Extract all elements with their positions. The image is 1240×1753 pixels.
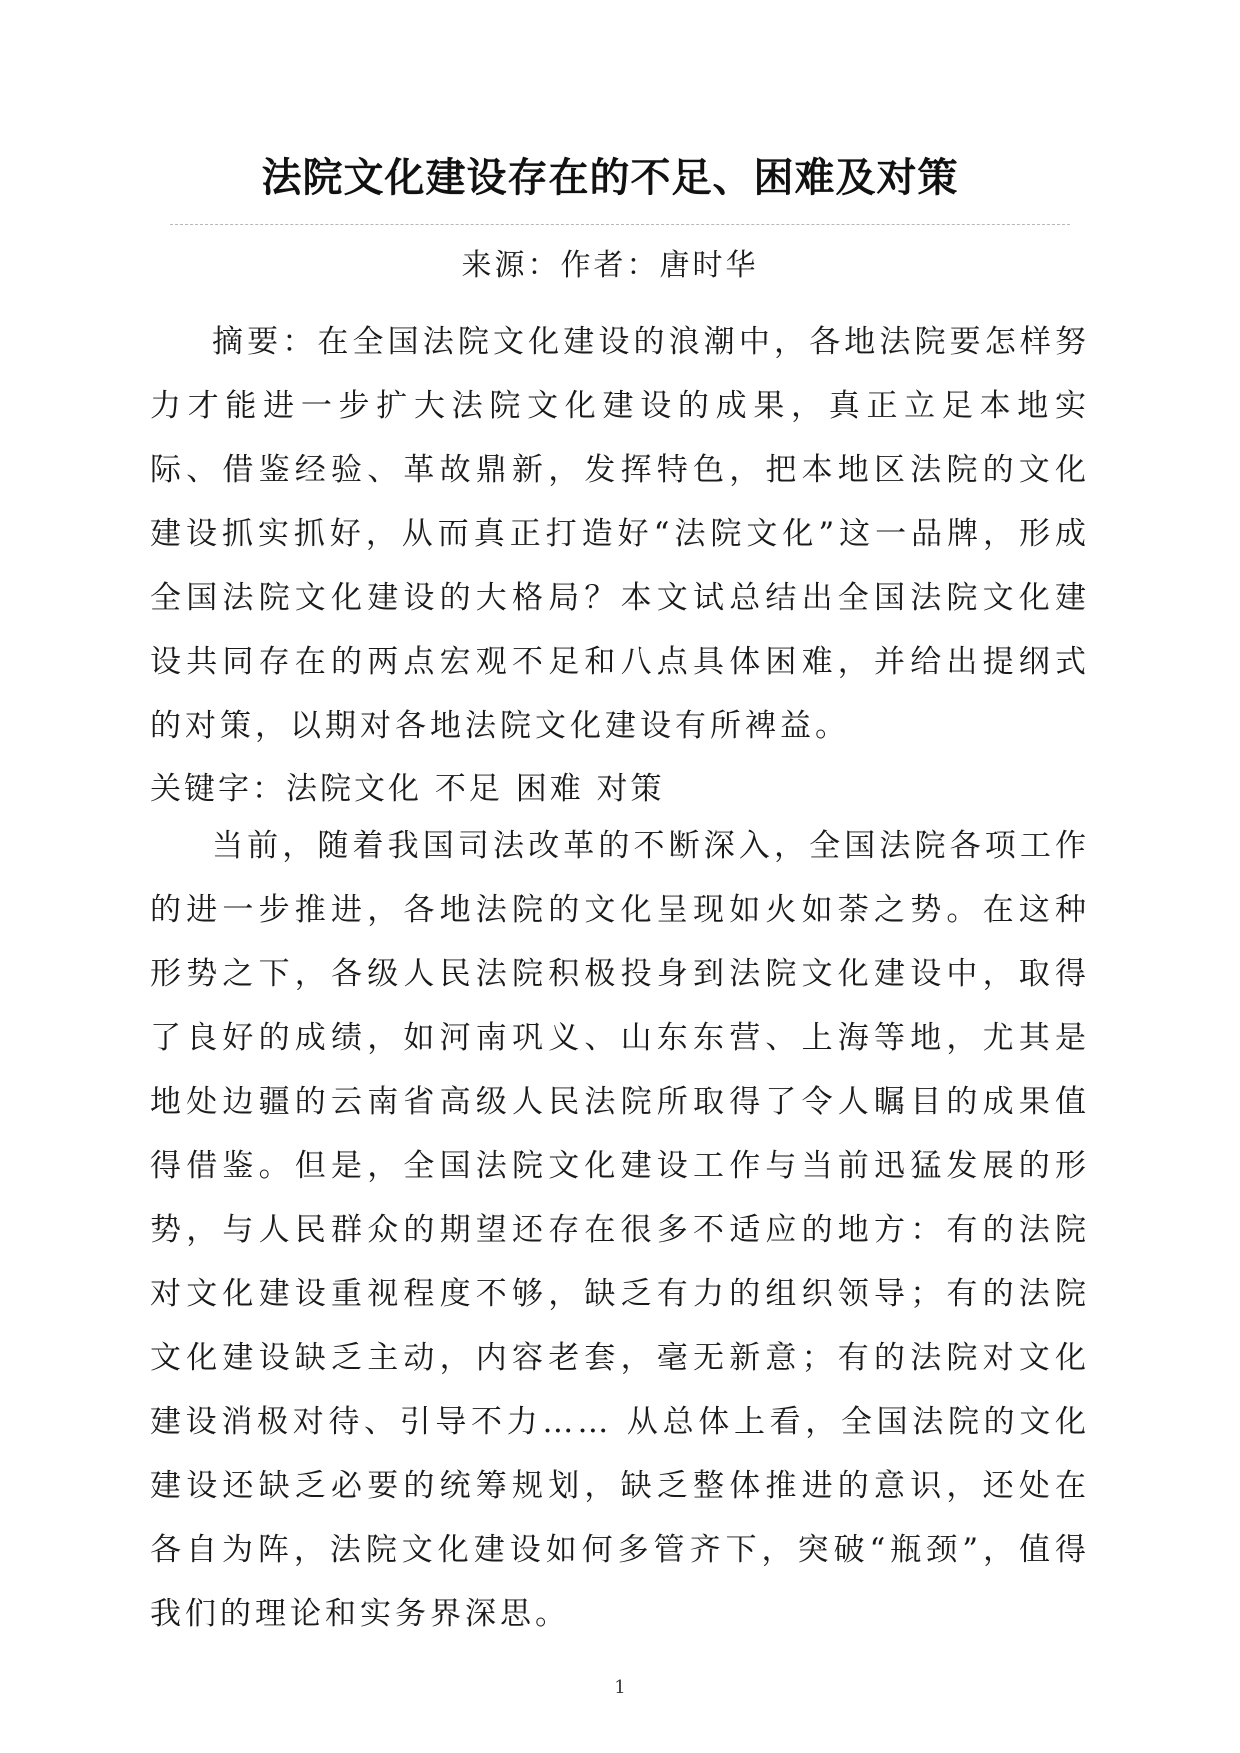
abstract-paragraph: 摘要：在全国法院文化建设的浪潮中，各地法院要怎样努力才能进一步扩大法院文化建设的成果，真正立足本地实际、借鉴经验、革故鼎新，发挥特色，把本地区法院的文化建设抓实抓好，从而真正打造好“法院文化”这一品牌，形成全国法院文化建设的大格局？本文试总结出全国法院文化建设共同存在的两点宏观不足和八点具体困难，并给出提纲式的对策，以期对各地法院文化建设有所裨益。 [150, 324, 1090, 744]
abstract-section [150, 310, 1090, 758]
document-title: 法院文化建设存在的不足、困难及对策 [261, 154, 959, 201]
source-author-line: 来源：作者：唐时华 [461, 248, 759, 283]
body-section [150, 814, 1090, 1646]
page-number: 1 [614, 1677, 626, 1698]
keywords-line: 关键字：法院文化 不足 困难 对策 [150, 771, 665, 807]
title-divider [170, 224, 1070, 225]
body-paragraph: 当前，随着我国司法改革的不断深入，全国法院各项工作的进一步推进，各地法院的文化呈现如火如荼之势。在这种形势之下，各级人民法院积极投身到法院文化建设中，取得了良好的成绩，如河南巩义、山东东营、上海等地，尤其是地处边疆的云南省高级人民法院所取得了令人瞩目的成果值得借鉴。但是，全国法院文化建设工作与当前迅猛发展的形势，与人民群众的期望还存在很多不适应的地方：有的法院对文化建设重视程度不够，缺乏有力的组织领导；有的法院文化建设缺乏主动，内容老套，毫无新意；有的法院对文化建设消极对待、引导不力…… 从总体上看，全国法院的文化建设还缺乏必要的统筹规划，缺乏整体推进的意识，还处在各自为阵，法院文化建设如何多管齐下，突破“瓶颈”，值得我们的理论和实务界深思。 [150, 828, 1090, 1632]
